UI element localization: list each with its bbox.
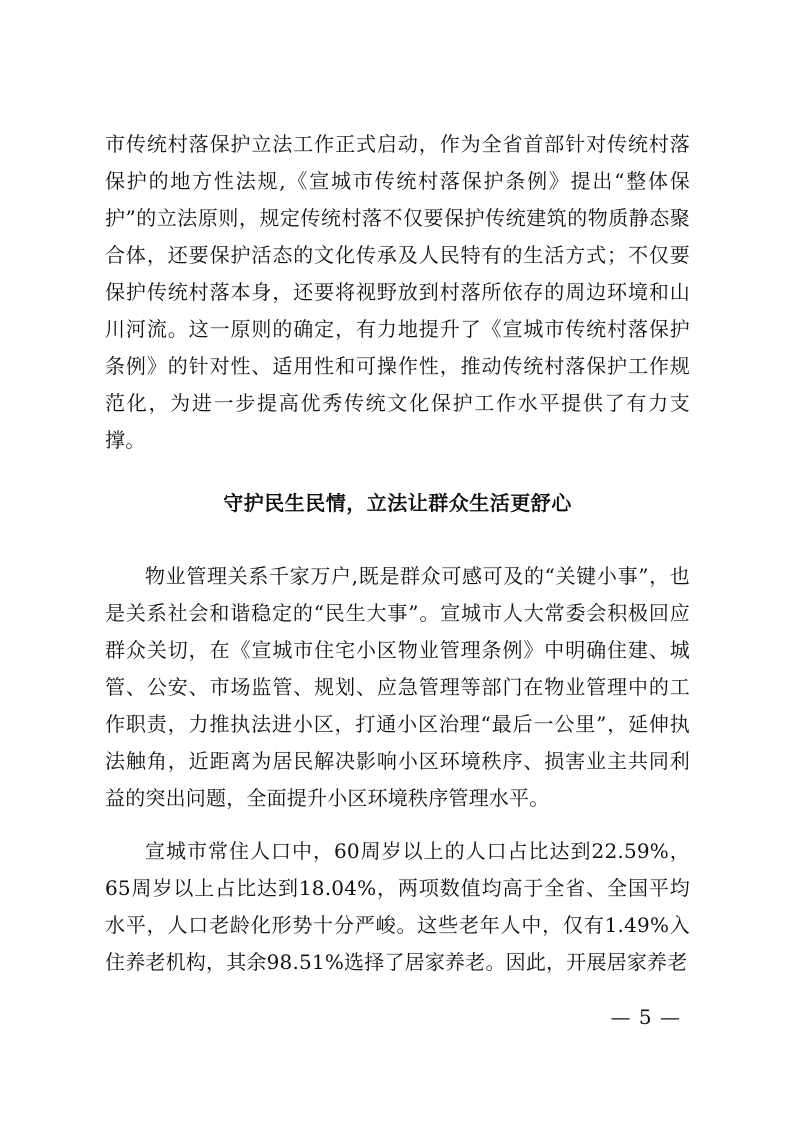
paragraph-elderly-population: 宣城市常住人口中，60周岁以上的人口占比达到22.59%，65周岁以上占比达到18.04%，两项数值均高于全省、全国平均水平，人口老龄化形势十分严峻。这些老年人中，仅有1.49%入住养老机构，其余98.51%选择了居家养老。因此，开展居家养老 bbox=[105, 839, 690, 974]
section-heading: 守护民生民情，立法让群众生活更舒心 bbox=[223, 491, 572, 515]
paragraph-traditional-village-protection: 市传统村落保护立法工作正式启动，作为全省首部针对传统村落保护的地方性法规,《宣城市传统村落保护条例》提出“整体保护”的立法原则，规定传统村落不仅要保护传统建筑的物质静态聚合体，还要保护活态的文化传承及人民特有的生活方式；不仅要保护传统村落本身，还要将视野放到村落所依存的周边环境和山川河流。这一原则的确定，有力地提升了《宣城市传统村落保护条例》的针对性、适用性和可操作性，推动传统村落保护工作规范化，为进一步提高优秀传统文化保护工作水平提供了有力支撑。 bbox=[105, 132, 690, 452]
paragraph-property-management: 物业管理关系千家万户,既是群众可感可及的“关键小事”，也是关系社会和谐稳定的“民生大事”。宣城市人大常委会积极回应群众关切，在《宣城市住宅小区物业管理条例》中明确住建、城管、公安、市场监管、规划、应急管理等部门在物业管理中的工作职责，力推执法进小区，打通小区治理“最后一公里”，延伸执法触角，近距离为居民解决影响小区环境秩序、损害业主共同利益的突出问题，全面提升小区环境秩序管理水平。 bbox=[105, 564, 690, 810]
page-number: — 5 — bbox=[610, 1005, 681, 1029]
